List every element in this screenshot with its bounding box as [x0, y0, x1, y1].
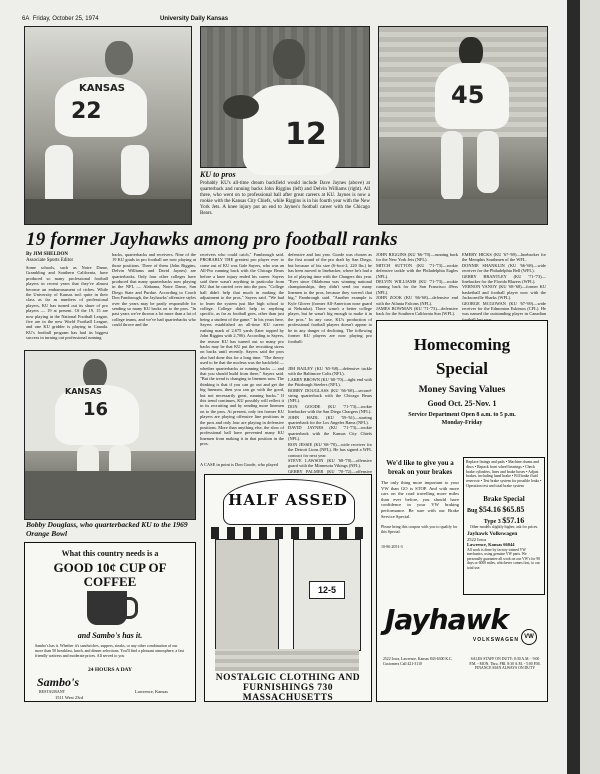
photo-riggins — [24, 26, 192, 225]
photo-caption-body: Probably KU's all-time dream backfield would include Dave Jaynes (above) at quarterback and running backs John Riggins (left) and Delvin Williams (right). All three, who went on to professional ball after great careers at KU. Jaynes is now a rookie with the Kansas City Chiefs, while Riggins is in his fourth year with the New York Jets. A knee injury put an end to Jaynes's football career with the Chicago Bears. — [200, 181, 370, 216]
vw-type3-price — [464, 516, 544, 525]
roster-entry: EMERY HICKS (KU '67-'69)—linebacker for the Memphis Southmen of the WFL. — [462, 252, 546, 263]
sambos-hours: 24 HOURS A DAY — [88, 667, 132, 673]
photo-leg — [121, 145, 149, 195]
cup-handle — [125, 597, 138, 619]
roster-list-c — [288, 366, 372, 474]
vw-title: Homecoming — [413, 335, 511, 354]
folio-left — [22, 16, 99, 22]
shop-window — [215, 539, 279, 651]
sambos-city: Lawrence, Kansas — [135, 689, 168, 694]
brick-wall — [215, 649, 359, 671]
ad-half-assed — [204, 474, 372, 702]
photo-ground — [25, 471, 195, 519]
door-hours-sign: 12-5 — [309, 581, 345, 599]
roster-entry: JOHN RIGGINS (KU '66-'70)—running back for the New York Jets (NFL). — [376, 252, 458, 263]
photo-douglass — [24, 350, 196, 520]
ad-sambos — [24, 542, 196, 702]
photo-caption-title: KU to pros — [200, 170, 236, 179]
vw-type3-value: $57.16 — [502, 516, 525, 525]
photo-leg — [441, 131, 463, 201]
roster-list-a — [376, 252, 458, 316]
byline-role: Associate Sports Editor — [26, 258, 74, 263]
article-continuation: A CASE in point is Don Goode, who played — [200, 462, 278, 467]
shop-sign-text: HALF ASSED — [228, 491, 348, 509]
half-assed-footer: NOSTALGIC CLOTHING AND FURNISHINGS 730 MASSACHUSETTS — [215, 673, 361, 703]
vw-dealer-address: 2522 Iowa — [467, 537, 487, 542]
sambos-address: 1511 West 23rd — [55, 695, 84, 700]
roster-entry: RON JESSIE (KU '68-'70)—wide receiver for the Detroit Lions (NFL). He has signed a WFL contract for next year. — [288, 441, 372, 458]
coffee-cup-icon — [87, 591, 127, 625]
roster-entry: MITCH SUTTON (KU '71-'73)—rookie defensive tackle with the Philadelphia Eagles (NFL). — [376, 262, 458, 279]
ad-jayhawk-vw — [376, 320, 548, 702]
vw-dates: Good Oct. 25-Nov. 1 — [427, 399, 497, 408]
adjacent-page-edge — [580, 0, 600, 774]
roster-entry: JAMES BOWMAN (KU '71-'73)—defensive back for the Southern California Sun (WFL). — [376, 306, 458, 317]
roster-entry: LARRY BROWN (KU '68-'70)—tight end with the Pittsburgh Steelers (NFL). — [288, 376, 372, 388]
sambos-headline: GOOD 10¢ CUP OF COFFEE — [53, 560, 167, 589]
vw-logo-sub: VOLKSWAGEN — [472, 637, 519, 643]
vw-coupon — [463, 457, 545, 595]
vw-coupon-note: Please bring this coupon with you to qualify for this Special. — [381, 524, 458, 535]
roster-entry: JOHN ZOOK (KU '66-'68)—defensive end with the Atlanta Falcons (NFL). — [376, 295, 458, 306]
roster-entry: STEVE LAWSON (KU '68-'70)—offensive guard with the Minnesota Vikings (NFL). — [288, 457, 372, 469]
roster-entry: BOBBY DOUGLASS (KU '66-'68)—second-string quarterback with the Chicago Bears (NFL). — [288, 387, 372, 404]
vw-logo-block — [385, 603, 539, 647]
jersey-number: 22 — [71, 99, 102, 124]
vw-sales-hours: SALES STAFF ON DUTY: 8:30 A.M. - 9:00 P.M. - MON. Thru. FRI. 8:30 A.M. - 5:00 P.M. FINANCE MAN ALWAYS ON DUTY — [469, 657, 541, 671]
issue-date: Friday, October 25, 1974 — [32, 16, 99, 22]
vw-subtitle: Money Saving Values — [418, 385, 506, 395]
headline: 19 former Jayhawks among pro football ranks — [26, 229, 398, 250]
roster-entry: VERNON VANOY (KU '68-'68)—former KU basketball and football player now with the Jacksonville Sharks (WFL). — [462, 284, 546, 301]
byline — [26, 252, 73, 264]
douglass-caption: Bobby Douglass, who quarterbacked KU to the 1969 Orange Bowl — [26, 520, 188, 538]
vw-brakes-block — [381, 459, 459, 591]
vw-dealer-note: All work is done by factory trained VW mechanics, using genuine VW parts. We personally guarantee all work on our VW's for 90 days or 6000 miles, whichever comes first, to our total use. — [467, 548, 541, 570]
sambos-logo-sub: RESTAURANT — [39, 689, 66, 694]
vw-service-list: Replace linings and pads • Machine drums and discs • Repack front wheel bearings • Check brake cylinders, lines and brake hoses • Adjust brakes, including hand brake • Fill brake fluid reservoir • Test brake system for possible leaks • Operation test and total brake system — [466, 460, 542, 488]
vw-brakes-heading: We'd like to give you a break on your brakes — [386, 459, 454, 476]
photo-ground — [25, 199, 191, 224]
byline-author: By JIM SHELDON — [26, 252, 68, 257]
vw-brakes-body: The only thing more important to your VW than GO is STOP. And with more cars on the road travelling more miles than ever before, you should have confidence in your VW braking performance. Be sure with our Brake Service Special. — [381, 480, 459, 519]
vw-emblem-icon: VW — [521, 629, 537, 645]
photo-leg — [477, 131, 499, 193]
roster-entry: GERRY PALMER (KU '70-'72)—offensive — [288, 468, 372, 474]
photo-williams — [378, 26, 548, 225]
sambos-tagline: and Sambo's has it. — [77, 631, 143, 640]
paper-name: University Daily Kansas — [160, 16, 229, 22]
vw-address-line: 2522 Iowa, Lawrence, Kansas 843-6300 K.C. Customers Call 421-3110 — [383, 657, 453, 666]
vw-service-days: Monday-Friday — [441, 420, 483, 426]
vw-dealer: Jayhawk Volkswagen — [467, 531, 518, 537]
article-column-4: defensive and last year. Goode was chosen as the first round of the pro draft by San Diego, but because of his size (6-foot-2, 220 lbs.) he has been moved to linebacker, where he's had a lot of playing time with the Chargers this year. "Ever since Oklahoma was winning national championships, they didn't send too many linemen to the pros, because they weren't that big," Fambrough said. "Another example is Kyle Glover (former All-American nose guard at Nebraska). There wasn't a better college player, but he wasn't big enough to make it in the pros." In any case, KU's production of professional football players doesn't appear to be in any danger of declining. The following former KU players are now playing pro football: — [288, 252, 372, 344]
vw-logo: Jayhawk — [385, 603, 509, 636]
roster-list-b — [462, 252, 546, 316]
vw-title2: Special — [436, 359, 488, 378]
jersey-number: 16 — [83, 399, 109, 420]
vw-coupon-code: 10-86 2051-3 — [381, 544, 403, 550]
photo-jaynes — [200, 26, 370, 168]
roster-entry: JIM BAILEY (KU '65-'68)—defensive tackle with the Baltimore Colts (NFL). — [288, 366, 372, 377]
article-column-1: Some schools, such as Notre Dame, Grambling and Southern California, have produced so many professional football players in recent years that they've almost become an embarrassment of riches. While the University of Kansas isn't quite in their class as far as numbers of professional players, KU has turned out its share of pro players — 19 at present. Of the 19, 15 are now playing in the National Football League, five are in the new World Football League, and one KU gridder is playing in Canada. KU's football program has had its biggest success in turning out professional running — [26, 265, 108, 341]
jersey-word: KANSAS — [79, 83, 126, 94]
jersey-word: KANSAS — [65, 387, 102, 396]
vw-bug-label: Bug — [467, 508, 478, 514]
sambos-body: Sambo's has it. Whether it's sandwiches, suppers, steaks, or any other combination of our more than 50 breakfast, lunch, and dinner selections. You'll find a pleasant atmosphere, a fast friendly waitress and moderate prices. All served to you — [35, 643, 185, 658]
jersey-number: 12 — [285, 117, 327, 152]
vw-service-hours: Service Department Open 8 a.m. to 5 p.m. — [408, 412, 516, 418]
sambos-line1: What this country needs is a — [61, 549, 159, 558]
vw-other-models: Other models slightly higher, ask for prices. — [469, 525, 539, 529]
vw-brake-special: Brake Special — [483, 495, 525, 503]
vw-dealer-city: Lawrence, Kansas 66044 — [467, 542, 515, 547]
roster-entry: DON GOODE (KU '71-'73)—rookie linebacker with the San Diego Chargers (NFL). — [288, 403, 372, 415]
vw-type3-label: Type 3 — [483, 519, 501, 525]
sambos-logo: Sambo's — [37, 675, 80, 689]
jersey-number: 45 — [451, 81, 485, 109]
roster-entry: GEORGE MCGOWAN (KU '67-'69)—wide receiver for the Edmonton Eskimos (CFL). He was named the outstanding player in Canadian — [462, 300, 546, 317]
vw-bug-disc-price: $65.85 — [502, 505, 525, 514]
vw-bug-prices — [464, 503, 544, 516]
article-column-3: receivers who could catch," Fambrough said. PROBABLY THE greatest pro player ever to come out of KU was Gale Sayers, who was an All-Pro running back with the Chicago Bears before a knee injury ended his career. Sayers said there wasn't anything in particular from KU that he carried over into the pros. "College ball didn't help that much in making the adjustment to the pros," Sayers said. "We had to learn the system just like high school to college. College didn't help in anything specific, as far as football goes, other than just being a student of the game." In his years here, Sayers established an all-time KU career rushing mark of 2,675 yards (later topped by John Riggins with 2,706). According to Sayers, the reason KU has turned out so many pro backs may be that KU put the recruiting stress on backs until recently. Sayers said the pros also had done this for a long time. "The theory used to be that the nucleus was the backfield — whether quarterbacks or running backs — and that you should build from there," Sayers said. "But the trend is changing to linemen now. The thinking is that if you can go out and get the big linemen, then you can go with the good, but not necessarily great, running backs." If this trend continues, KU possibly will reflect it in its recruiting and by sending more linemen on to the pros. At present, only ten former KU players are playing offensive line positions in the pros and only four are playing in defensive positions. More than anything else, the slow of professional ball have prevented many KU linemen from making it in that position in the pros. — [200, 252, 284, 447]
roster-entry: DONNIE SHANKLIN (KU '66-'68)—wide receiver for the Philadelphia Bell (WFL). — [462, 262, 546, 274]
vw-bug-drum-price: $54.16 — [478, 505, 501, 514]
page-number: 6A — [22, 16, 30, 22]
photo-head — [105, 41, 133, 75]
roster-entry: DAVID JAYNES (KU '71-'73)—rookie quarterback with the Kansas City Chiefs (NFL). — [288, 425, 372, 442]
photo-head — [273, 39, 305, 79]
photo-ground — [379, 199, 547, 224]
football — [223, 95, 259, 119]
roster-entry: DELVIN WILLIAMS (KU '71-'73)—rookie running back for the San Francisco 49ers (NFL). — [376, 279, 458, 295]
roster-entry: GERRY BRANTLEY (KU '71-'73)—linebacker for the Florida Blazers (WFL). — [462, 273, 546, 285]
awning — [211, 527, 365, 539]
roster-entry: JOHN HADL (KU '59-'61)—starting quarterback for the Los Angeles Rams (NFL). — [288, 414, 372, 426]
article-column-2: backs, quarterbacks and receivers. Nine of the 19 KU grads in pro football are now playing at those positions. Three of them (John Riggins, Delvin Williams and David Jaynes) are quarterbacks. Only four other colleges have produced that many quarterbacks now playing in the NFL — Alabama, Notre Dame, San Diego State and Purdue. According to Coach Don Fambrough, the Jayhawks' offensive styles over the years may be partly responsible for sending so many KU backs on to the pros. "In past years we've thrown a lot more than a lot of college teams, and we've had quarterbacks who could throve and the — [112, 252, 196, 328]
